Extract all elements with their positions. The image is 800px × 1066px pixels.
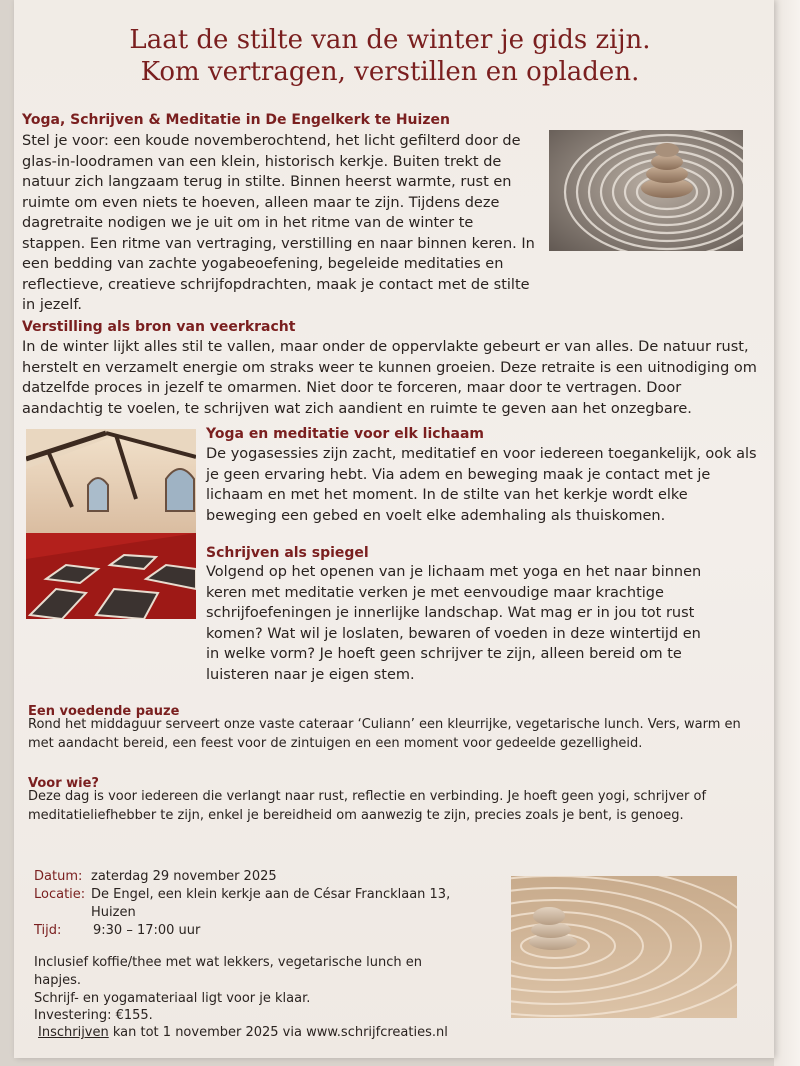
verstilling-title: Verstilling als bron van veerkracht — [22, 319, 296, 335]
investering-line: Investering: €155. — [34, 1008, 153, 1023]
yoga-text: De yogasessies zijn zacht, meditatief en voor iedereen toegankelijk, ook als je geen ervaring hebt. Via adem en beweging maak je contact met je lichaam en met het moment. In de stilte van het kerkje wordt elke beweging een gebed en voelt elke ademhaling als thuiskomen. — [206, 446, 757, 524]
intro-text: Stel je voor: een koude novemberochtend, het licht gefilterd door de glas-in-loodramen van een klein, historisch kerkje. Buiten trekt de natuur zich langzaam terug in stilte. Binnen heerst warmte, rust en ruimte om even niets te hoeven, alleen maar te zijn. Tijdens deze dagretraite nodigen we je uit om in het ritme van de winter te stappen. Een ritme van vertraging, verstilling en naar binnen keren. In een bedding van zachte yogabeoefening, begeleide meditaties en reflectieve, creatieve schrijfopdrachten, maak je contact met de stilte in jezelf. — [22, 133, 535, 313]
main-heading — [0, 24, 780, 88]
schrijven-title: Schrijven als spiegel — [206, 545, 369, 561]
pauze-text: Rond het middaguur serveert onze vaste cateraar ‘Culiann’ een kleurrijke, vegetarische lunch. Vers, warm en met aandacht bereid, een feest voor de zintuigen en een moment voor gedeelde gezelligheid. — [28, 717, 741, 751]
yoga-title: Yoga en meditatie voor elk lichaam — [206, 426, 485, 442]
heading-line-1: Laat de stilte van de winter je gids zijn. — [129, 25, 651, 55]
inschrijven-line — [38, 1024, 448, 1042]
inschrijven-link[interactable]: Inschrijven — [38, 1025, 109, 1040]
locatie-value-line2: Huizen — [91, 905, 136, 920]
zen-stones-image-top — [549, 130, 743, 251]
inclusief-line1: Inclusief koffie/thee met wat lekkers, vegetarische lunch en — [34, 955, 422, 970]
locatie-value-line1: De Engel, een klein kerkje aan de César Francklaan 13, — [91, 887, 451, 902]
tijd-label: Tijd: — [34, 923, 62, 938]
verstilling-text: In de winter lijkt alles stil te vallen, maar onder de oppervlakte gebeurt er van alles. De natuur rust, herstelt en verzamelt energie om straks weer te kunnen groeien. Deze retraite is een uitnodiging om datzelfde proces in jezelf te omarmen. Niet door te forceren, maar door te vertragen. Door aandachtig te voelen, te schrijven wat zich aandient en ruimte te geven aan het onzegbare. — [22, 339, 757, 417]
locatie-label: Locatie: — [34, 887, 86, 902]
church-interior-image — [26, 429, 196, 619]
schrijven-text: Volgend op het openen van je lichaam met yoga en het naar binnen keren met meditatie verken je met eenvoudige maar krachtige schrijfoefeningen je innerlijke landschap. Wat mag er in jou tot rust komen? Wat wil je loslaten, bewaren of voeden in deze wintertijd en in welke vorm? Je hoeft geen schrijver te zijn, alleen bereid om te luisteren naar je eigen stem. — [206, 564, 702, 683]
intro-title: Yoga, Schrijven & Meditatie in De Engelkerk te Huizen — [22, 112, 450, 128]
voorwie-text: Deze dag is voor iedereen die verlangt naar rust, reflectie en verbinding. Je hoeft geen yogi, schrijver of meditatieliefhebber te zijn, enkel je bereidheid om aanwezig te zijn, precies zoals je bent, is genoeg. — [28, 789, 707, 823]
inschrijven-text: kan tot 1 november 2025 via www.schrijfcreaties.nl — [108, 1025, 448, 1040]
inclusief-line2: hapjes. — [34, 973, 81, 988]
pauze-title: Een voedende pauze — [28, 704, 180, 719]
datum-value: zaterdag 29 november 2025 — [91, 869, 277, 884]
zen-stones-image-bottom — [511, 876, 737, 1018]
background-edge — [774, 0, 800, 1066]
voorwie-title: Voor wie? — [28, 776, 99, 791]
tijd-value: 9:30 – 17:00 uur — [93, 923, 201, 938]
datum-label: Datum: — [34, 869, 83, 884]
heading-line-2: Kom vertragen, verstillen en opladen. — [140, 57, 640, 87]
materiaal-line: Schrijf- en yogamateriaal ligt voor je klaar. — [34, 991, 311, 1006]
